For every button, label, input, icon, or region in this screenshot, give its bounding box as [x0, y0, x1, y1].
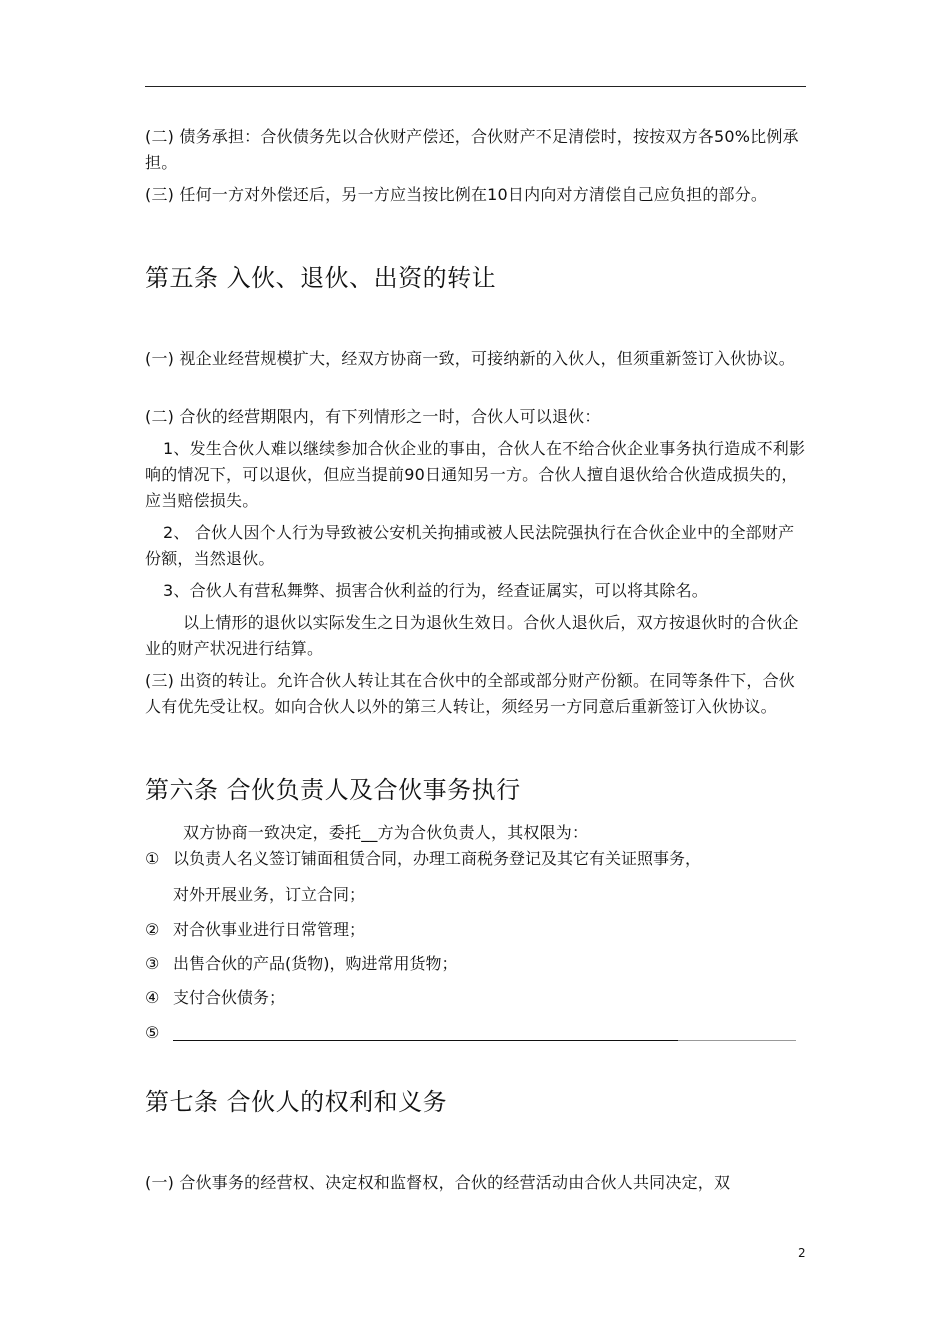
fill-in-blank-line-extension — [678, 1040, 796, 1041]
paragraph-repayment: (三) 任何一方对外偿还后，另一方应当按比例在10日内向对方清偿自己应负担的部分。 — [145, 185, 768, 204]
paragraph-admission: (一) 视企业经营规模扩大，经双方协商一致，可接纳新的入伙人，但须重新签订入伙协议。 — [145, 349, 795, 368]
paragraph-rights: (一) 合伙事务的经营权、决定权和监督权，合伙的经营活动由合伙人共同决定，双 — [145, 1173, 731, 1192]
section-heading-6: 第六条 合伙负责人及合伙事务执行 — [145, 776, 521, 804]
list-text: 支付合伙债务； — [173, 988, 286, 1007]
list-item — [145, 981, 807, 1015]
header-rule — [145, 86, 806, 87]
paragraph-withdrawal-settlement: 以上情形的退伙以实际发生之日为退伙生效日。合伙人退伙后，双方按退伙时的合伙企业的财产状况进行结算。 — [145, 613, 799, 658]
list-number: ③ — [145, 954, 160, 973]
paragraph-debt-bearing: (二) 债务承担：合伙债务先以合伙财产偿还，合伙财产不足清偿时，按按双方各50%比例承担。 — [145, 127, 799, 172]
list-item — [145, 842, 807, 876]
paragraph-capital-transfer: (三) 出资的转让。允许合伙人转让其在合伙中的全部或部分财产份额。在同等条件下，合伙人有优先受让权。如向合伙人以外的第三人转让，须经另一方同意后重新签订入伙协议。 — [145, 671, 795, 716]
list-number: ① — [145, 849, 160, 868]
list-number: ⑤ — [145, 1023, 160, 1042]
list-item — [145, 947, 807, 981]
page-number: 2 — [798, 1246, 806, 1260]
fill-in-blank-line — [173, 1040, 678, 1041]
list-text: 以负责人名义签订铺面租赁合同，办理工商税务登记及其它有关证照事务， — [173, 849, 702, 868]
withdrawal-item-2: 2、 合伙人因个人行为导致被公安机关拘捕或被人民法院强执行在合伙企业中的全部财产份额，当然退伙。 — [145, 523, 795, 568]
list-text: 出售合伙的产品(货物)，购进常用货物； — [173, 954, 458, 973]
list-item — [145, 913, 807, 947]
list-number: ② — [145, 920, 160, 939]
section-heading-5: 第五条 入伙、退伙、出资的转让 — [145, 264, 497, 292]
withdrawal-item-1: 1、发生合伙人难以继续参加合伙企业的事由，合伙人在不给合伙企业事务执行造成不利影响的情况下，可以退伙，但应当提前90日通知另一方。合伙人擅自退伙给合伙造成损失的，应当赔偿损失。 — [145, 439, 806, 510]
section-heading-7: 第七条 合伙人的权利和义务 — [145, 1088, 448, 1116]
list-item-continuation: 对外开展业务，订立合同； — [173, 885, 366, 904]
list-item — [145, 1016, 807, 1050]
withdrawal-item-3: 3、合伙人有营私舞弊、损害合伙利益的行为，经查证属实，可以将其除名。 — [163, 581, 708, 600]
list-number: ④ — [145, 988, 160, 1007]
paragraph-withdrawal-intro: (二) 合伙的经营期限内，有下列情形之一时，合伙人可以退伙： — [145, 407, 601, 426]
paragraph-delegation: 双方协商一致决定，委托__方为合伙负责人，其权限为： — [183, 823, 589, 842]
list-text: 对合伙事业进行日常管理； — [173, 920, 366, 939]
